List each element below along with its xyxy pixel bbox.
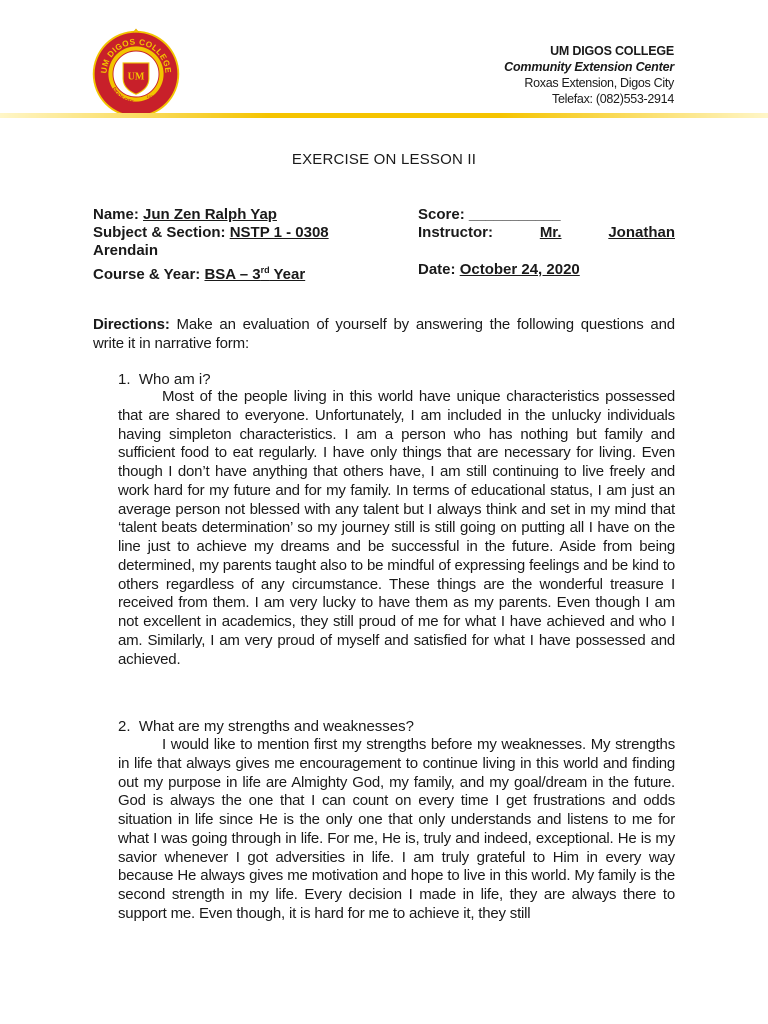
course-value: BSA – 3rd Year (204, 265, 306, 283)
score-value: ___________ (468, 206, 561, 223)
subject-line (93, 224, 329, 242)
answer-2: I would like to mention first my strengths before my weaknesses. My strengths in life that always gives me encouragement to continue living in this world and finding out my purpose in life are Almighty God, my family, and my goal/dream in the future. God is always the one that I can count on every time I get frustrations and odds situation in life since He is the only one that only understands and listens to me for what I was going through in life. For me, He is, truly and indeed, exceptional. He is my savior whenever I got adversities in life. I am truly grateful to Him in every way because He always gives me motivation and hope to live in this world. My family is the second strength in my life. Every decision I made in life, they are always there to support me. Even though, it is hard for me to achieve it, they still (118, 736, 675, 922)
name-line (93, 206, 277, 224)
question-1 (118, 371, 211, 390)
header-rule (0, 113, 768, 118)
instructor-line (418, 224, 675, 242)
question-2-number: 2. (118, 718, 131, 735)
score-line (418, 206, 561, 224)
name-value: Jun Zen Ralph Yap (143, 206, 277, 223)
score-label: Score: (418, 206, 469, 223)
subject-value: NSTP 1 - 0308 (229, 224, 329, 241)
college-name: UM DIGOS COLLEGE (550, 44, 674, 58)
seal-arc-text-bottom: DIGOS CITY (111, 86, 134, 105)
name-label: Name: (93, 206, 144, 223)
course-label: Course & Year: (93, 266, 205, 283)
answer-1: Most of the people living in this world have unique characteristics possessed that are shared to everyone. Unfortunately, I am included in the unlucky individuals having simpleton characteristics. I am a person who has nothing but family and sufficient food to eat regularly. I have only things that are necessary for living. Even though I don’t have anything that others have, I am still continuing to live freely and work hard for my future and for my family. In terms of educational status, I am just an average person not blessed with any talent but I always think and set in my mind that ‘talent beats determination’ so my journey still is still going on putting all I have on the line just to achieve my dreams and be successful in the future. Aside from being determined, my parents taught also to be mindful of expressing feelings and be kind to others regardless of any circumstance. These things are the wonderful treasure I received from them. I am very lucky to have them as my parents. Even though I am not excellent in academics, they still proud of me for what I have achieved and who I am. Similarly, I am very proud of myself and satisfied for what I have possessed and achieved. (118, 388, 675, 668)
date-line (418, 261, 580, 279)
directions-text: Make an evaluation of yourself by answering the following questions and write it in narrative form: (93, 316, 675, 352)
course-line (93, 261, 305, 284)
instructor-title: Mr. (539, 224, 562, 241)
college-telefax: Telefax: (082)553-2914 (552, 92, 674, 106)
college-seal-logo (90, 28, 182, 120)
college-address: Roxas Extension, Digos City (524, 76, 674, 90)
question-2-text: What are my strengths and weaknesses? (138, 718, 414, 735)
subject-label: Subject & Section: (93, 224, 230, 241)
directions-label: Directions: (93, 316, 170, 333)
question-2 (118, 718, 414, 737)
seal-initials: UM (127, 71, 145, 83)
question-1-number: 1. (118, 371, 131, 388)
instructor-first-name: Jonathan (608, 224, 675, 241)
instructor-last-name: Arendain (93, 242, 159, 259)
college-header (504, 43, 674, 107)
seal-year: 1978 (146, 94, 155, 99)
date-label: Date: (418, 261, 460, 278)
seal-arc-text-top: UM DIGOS COLLEGE (99, 37, 173, 74)
center-name: Community Extension Center (504, 60, 674, 74)
instructor-label: Instructor: (418, 224, 493, 241)
directions (93, 316, 675, 353)
date-value: October 24, 2020 (459, 261, 580, 278)
question-1-text: Who am i? (138, 371, 211, 388)
page-title: EXERCISE ON LESSON II (291, 151, 477, 168)
